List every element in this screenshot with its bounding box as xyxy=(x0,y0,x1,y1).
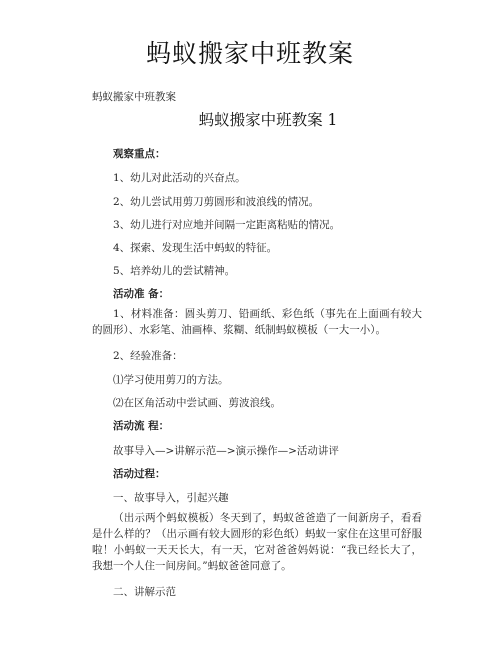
step-1-paragraph xyxy=(92,510,422,574)
flow-heading: 活动流 程： xyxy=(113,420,170,432)
document-title: 蚂蚁搬家中班教案 xyxy=(145,39,354,68)
step-1-text: （出示两个蚂蚁模板）冬天到了，蚂蚁爸爸造了一间新房子，看看是什么样的？（出示画有较大圆形的彩色纸）蚂蚁一家住在这里可舒服啦！小蚂蚁一天天长大，有一天，它对爸爸妈妈说：“我已经长大了，我想一个人住一间房间。”蚂蚁爸爸同意了。 xyxy=(92,512,422,572)
focus-heading: 观察重点： xyxy=(113,148,166,160)
focus-item: 3、幼儿进行对应地并间隔一定距离粘贴的情况。 xyxy=(113,219,341,231)
focus-item: 5、培养幼儿的尝试精神。 xyxy=(113,265,236,277)
prep-material-text: 1、材料准备：圆头剪刀、铅画纸、彩色纸（事先在上面画有较大的圆形）、水彩笔、油画棒、浆糊、纸制蚂蚁模板（一大一小）。 xyxy=(92,308,422,336)
prep-experience-heading: 2、经验准备： xyxy=(113,350,183,362)
focus-item: 2、幼儿尝试用剪刀剪圆形和波浪线的情况。 xyxy=(113,196,320,208)
focus-item: 4、探索、发现生活中蚂蚁的特征。 xyxy=(113,242,278,254)
step-1-title: 一、故事导入，引起兴趣 xyxy=(113,492,229,504)
prep-exp-item: ⑵在区角活动中尝试画、剪波浪线。 xyxy=(113,397,281,409)
flow-text: 故事导入—>讲解示范—>演示操作—>活动讲评 xyxy=(113,445,339,457)
process-heading: 活动过程： xyxy=(113,468,166,480)
lesson-title: 蚂蚁搬家中班教案 1 xyxy=(198,111,338,129)
prep-material-paragraph xyxy=(92,306,422,338)
step-2-title: 二、讲解示范 xyxy=(113,586,176,598)
focus-item: 1、幼儿对此活动的兴奋点。 xyxy=(113,172,246,184)
prep-exp-item: ⑴学习使用剪刀的方法。 xyxy=(113,374,229,386)
prep-heading: 活动准 备： xyxy=(113,288,170,300)
running-head: 蚂蚁搬家中班教案 xyxy=(92,91,176,103)
